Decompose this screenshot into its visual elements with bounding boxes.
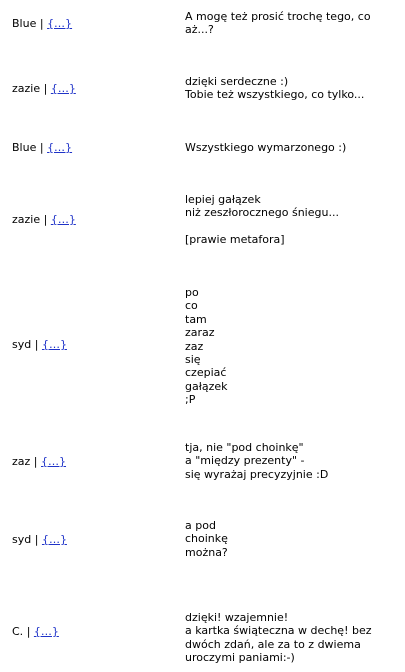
comment-line: a pod <box>185 519 216 532</box>
comment-permalink[interactable]: {…} <box>50 82 76 95</box>
comment-author <box>12 533 67 546</box>
comment-line: można? <box>185 545 228 559</box>
author-name: zaz <box>12 455 31 468</box>
comment-permalink[interactable]: {…} <box>47 141 73 154</box>
comment-line: uroczymi paniami:-) <box>185 651 295 665</box>
comment-body <box>185 611 395 665</box>
separator: | <box>26 625 31 638</box>
comment-permalink[interactable]: {…} <box>41 533 67 546</box>
comment-body <box>185 10 395 37</box>
comment-line: dzięki serdeczne :) <box>185 75 289 88</box>
comment-author <box>12 625 59 638</box>
comment-author <box>12 82 76 95</box>
author-name: zazie <box>12 213 41 226</box>
comment-line: lepiej gałązek <box>185 193 261 206</box>
comment-author <box>12 141 72 154</box>
comment-line: niż zeszłorocznego śniegu... <box>185 206 339 220</box>
comment-permalink[interactable]: {…} <box>47 17 73 30</box>
separator: | <box>43 213 48 226</box>
comment-line: a kartka świąteczna w dechę! bez <box>185 624 372 638</box>
comment-line <box>185 220 395 233</box>
comment-line: czepiać <box>185 366 227 380</box>
comment-line: Tobie też wszystkiego, co tylko... <box>185 88 365 102</box>
comment-body <box>185 75 395 102</box>
author-name: Blue <box>12 141 37 154</box>
comment-line: aż...? <box>185 23 214 37</box>
comment-permalink[interactable]: {…} <box>41 338 67 351</box>
comment-line: zaraz <box>185 326 215 340</box>
comment-body <box>185 286 395 407</box>
comment-line: dwóch zdań, ale za to z dwiema <box>185 637 361 651</box>
comment-body <box>185 441 395 481</box>
separator: | <box>39 17 44 30</box>
comment-line: [prawie metafora] <box>185 232 285 246</box>
comment-author <box>12 17 72 30</box>
comment-line: gałązek <box>185 379 228 393</box>
author-name: C. <box>12 625 24 638</box>
separator: | <box>43 82 48 95</box>
comment-permalink[interactable]: {…} <box>33 625 59 638</box>
comment-line: A mogę też prosić trochę tego, co <box>185 10 371 23</box>
separator: | <box>39 141 44 154</box>
comment-line: się <box>185 353 201 367</box>
comment-body <box>185 519 395 559</box>
author-name: syd <box>12 533 32 546</box>
comment-line: a "między prezenty" - <box>185 454 305 468</box>
comment-line: tam <box>185 312 207 326</box>
comment-author <box>12 213 76 226</box>
comment-line: tja, nie "pod choinkę" <box>185 441 304 454</box>
comment-line: ;P <box>185 393 196 407</box>
comment-author <box>12 455 66 468</box>
separator: | <box>34 533 39 546</box>
comment-line: zaz <box>185 339 204 353</box>
comment-line: po <box>185 286 199 299</box>
comment-body <box>185 141 395 154</box>
comment-author <box>12 338 67 351</box>
author-name: Blue <box>12 17 37 30</box>
separator: | <box>34 338 39 351</box>
author-name: zazie <box>12 82 41 95</box>
comment-body <box>185 193 395 246</box>
comment-line: dzięki! wzajemnie! <box>185 611 289 624</box>
comment-line: się wyrażaj precyzyjnie :D <box>185 467 329 481</box>
separator: | <box>33 455 38 468</box>
comment-line: co <box>185 299 198 313</box>
comment-permalink[interactable]: {…} <box>41 455 67 468</box>
comment-line: Wszystkiego wymarzonego :) <box>185 141 347 154</box>
comment-line: choinkę <box>185 532 228 546</box>
comment-permalink[interactable]: {…} <box>50 213 76 226</box>
author-name: syd <box>12 338 32 351</box>
